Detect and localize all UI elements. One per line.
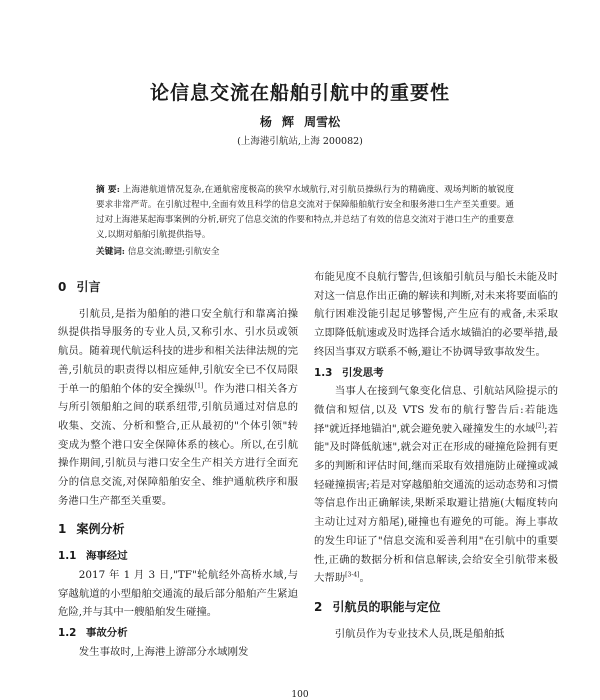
paper-authors: 杨 辉 周雪松 (259, 115, 341, 129)
paragraph-text: 引航员,是指为船舶的港口安全航行和靠离泊操纵提供指导服务的专业人员,又称引水、引水员或领航员。随着现代航运科技的进步和相关法律法规的完善,引航员的职责得以相应延伸,引航安全已不仅局限于单一的船舶个体的安全操纵 (58, 307, 298, 395)
abstract-text: 上海港航道情况复杂,在通航密度极高的狭窄水域航行,对引航员操纵行为的精确度、观场判断的敏锐度要求非常严苛。在引航过程中,全面有效且科学的信息交流对于保障船舶航行安全和服务港口生产至关重要。通过对上海港某起海事案例的分析,研究了信息交流的作要和特点,并总结了有效的信息交流对于港口生产的重要意义,以期对船舶引航提供指导。 (96, 185, 515, 240)
paragraph-text: ;若能"及时降低航速",就会对正在形成的碰撞危险拥有更多的判断和评估时间,继而采取有效措施防止碰撞或减轻碰撞损害;若是对穿越船舶交通流的运动态势和习惯等信息作出正确解读,果断采取避让措施(大幅度转向主动让过对方船尾),碰撞也有避免的可能。海上事故的发生印证了"信息交流和妥善利用"在引航中的重要性,正确的数据分析和信息解读,会给安全引航带来极大帮助 (314, 422, 558, 585)
paragraph-analysis: 发生事故时,上海港上游部分水域刚发 (78, 645, 249, 658)
right-column (314, 268, 558, 643)
keywords (96, 245, 514, 260)
paragraph-text: 当事人在接到气象变化信息、引航站风险提示的微信和短信,以及 VTS 发布的航行警告后:若能选择"就近择地锚泊",就会避免驶入碰撞发生的水域 (314, 385, 558, 435)
subsection-heading-incident: 1.1 海事经过 (58, 550, 128, 563)
paper-affiliation: (上海港引航站,上海 200082) (237, 136, 363, 147)
keywords-text: 信息交流;瞭望;引航安全 (127, 247, 220, 257)
subsection-heading-reflection: 1.3 引发思考 (314, 366, 384, 379)
section-heading-role: 2 引航员的职能与定位 (314, 599, 441, 614)
paragraph-intro (58, 305, 298, 511)
keywords-label: 关键词: (96, 247, 125, 257)
page-number: 100 (291, 690, 309, 700)
citation: [1] (194, 382, 204, 390)
section-heading-intro: 0 引言 (58, 280, 101, 294)
paragraph-reflection (314, 382, 558, 588)
paragraph-text: 。作为港口相关各方与所引领船舶之间的联系纽带,引航员通过对信息的收集、交流、分析和整合,正从最初的"个体引领"转变成为整个港口安全保障体系的核心。所以,在引航操作期间,引航员与港口安全生产相关方进行全面充分的信息交流,对保障船舶安全、维护通航秩序和服务港口生产都至关重要。 (58, 382, 299, 507)
paragraph-text: 。 (359, 572, 370, 585)
paper-title: 论信息交流在船舶引航中的重要性 (149, 82, 450, 104)
subsection-heading-analysis: 1.2 事故分析 (58, 626, 128, 639)
abstract (96, 183, 514, 243)
abstract-label: 摘 要: (96, 185, 120, 195)
citation: [2] (535, 422, 545, 430)
left-column (58, 268, 298, 661)
paragraph-role: 引航员作为专业技术人员,既是船舶抵 (334, 627, 505, 640)
paragraph-incident: 2017 年 1 月 3 日,"TF"轮航经外高桥水域,与穿越航道的小型船舶交通流的最后部分船舶产生紧迫危险,并与其中一艘船舶发生碰撞。 (58, 568, 298, 619)
section-heading-case: 1 案例分析 (58, 522, 125, 537)
paragraph-analysis-cont: 布能见度不良航行警告,但该船引航员与船长未能及时对这一信息作出正确的解读和判断,对未来将要面临的航行困难没能引起足够警惕,产生应有的戒备,未采取立即降低航速或及时选择合适水域锚泊的必要举措,最终因当事双方联系不畅,避让不协调导致事故发生。 (314, 271, 558, 358)
citation: [3-4] (345, 571, 360, 579)
